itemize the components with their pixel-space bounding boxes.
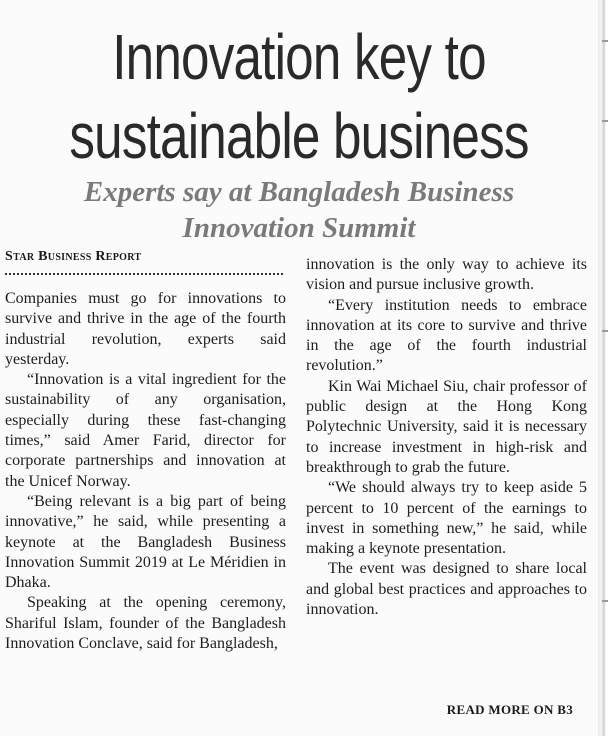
paragraph: The event was designed to share local and global best practices and approaches to innovation. xyxy=(306,560,587,619)
paragraph: “Innovation is a vital ingredient for the sustainability of any organisation, especially during these fast-changing times,” said Amer Farid, director for corporate partnerships and innovation at the Unicef Norway. xyxy=(5,371,286,490)
article-column-1 xyxy=(5,289,286,654)
edge-mark xyxy=(602,330,608,332)
paragraph: Speaking at the opening ceremony, Shariful Islam, founder of the Bangladesh Innovation Conclave, said for Bangladesh, xyxy=(5,594,286,653)
edge-mark xyxy=(602,40,608,42)
paragraph: “We should always try to keep aside 5 percent to 10 percent of the earnings to invest in something new,” he said, while making a keynote presentation. xyxy=(306,479,587,558)
paragraph: “Every institution needs to embrace innovation at its core to survive and thrive in the age of the fourth industrial revolution.” xyxy=(306,296,587,375)
paragraph: “Being relevant is a big part of being innovative,” he said, while presenting a keynote at the Bangladesh Business Innovation Summit 2019 at Le Méridien in Dhaka. xyxy=(5,492,286,592)
paragraph: Companies must go for innovations to survive and thrive in the age of the fourth industrial revolution, experts said yesterday. xyxy=(5,290,286,368)
edge-mark xyxy=(602,600,608,602)
headline-line-1: Innovation key to xyxy=(112,21,486,93)
adjacent-page-edge xyxy=(598,0,610,736)
headline-line-2: sustainable business xyxy=(69,100,529,172)
byline: Star Business Report xyxy=(5,249,142,264)
paragraph: innovation is the only way to achieve its vision and pursue inclusive growth. xyxy=(306,256,587,294)
dotted-divider xyxy=(5,273,283,275)
paragraph: Kin Wai Michael Siu, chair professor of public design at the Hong Kong Polytechnic University, said it is necessary to increase investment in high-risk and breakthrough to grab the future. xyxy=(306,377,587,476)
edge-mark xyxy=(602,120,608,122)
deck-line-2: Innovation Summit xyxy=(182,212,416,244)
continuation-link[interactable]: READ MORE ON B3 xyxy=(446,702,573,717)
deck-line-1: Experts say at Bangladesh Business xyxy=(83,176,515,208)
article-column-2 xyxy=(306,255,587,620)
